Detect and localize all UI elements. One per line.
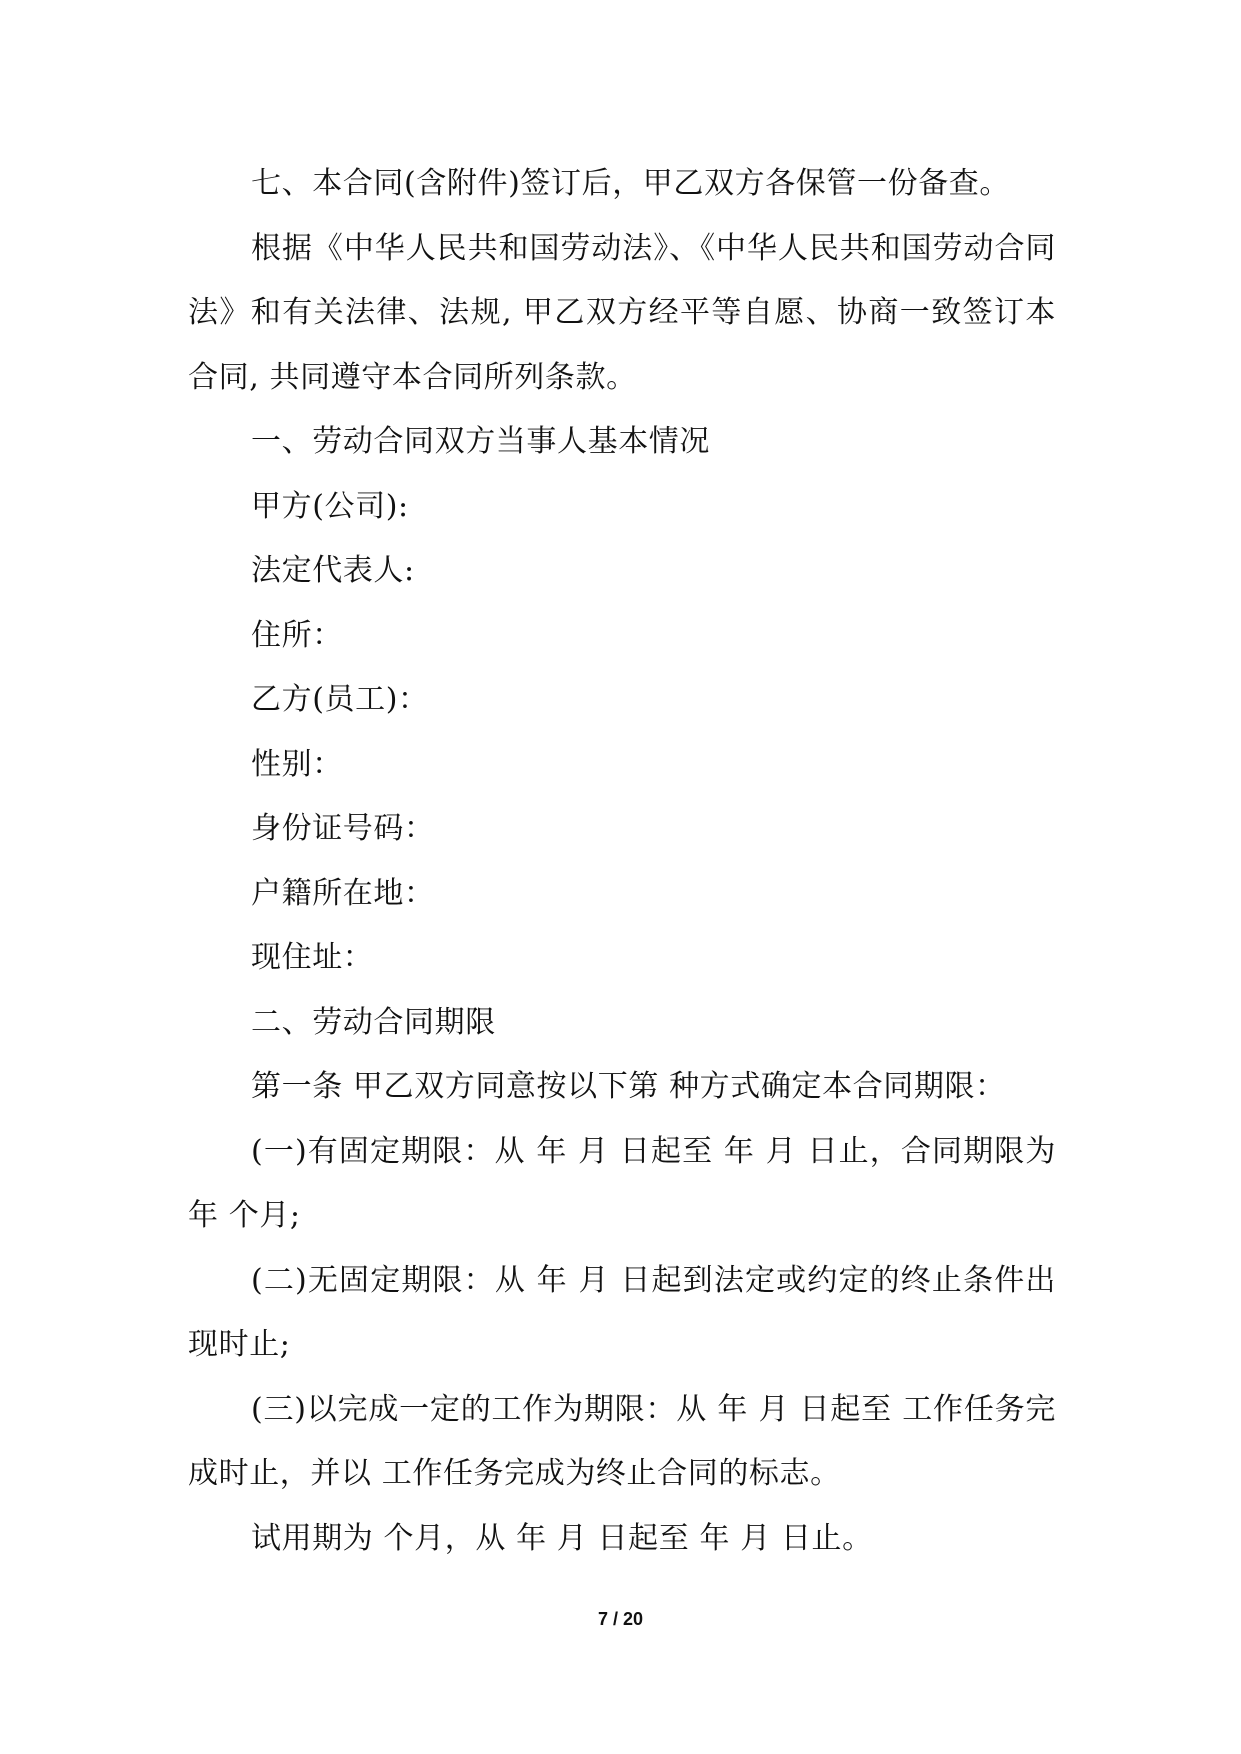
paragraph-clause-7: 七、本合同(含附件)签订后，甲乙双方各保管一份备查。 bbox=[251, 166, 1011, 201]
term-option-fixed: (一)有固定期限：从 年 月 日起至 年 月 日止，合同期限为 年 个月; bbox=[188, 1133, 1056, 1233]
field-gender: 性别： bbox=[251, 746, 343, 782]
paragraph-preamble: 根据《中华人民共和国劳动法》、《中华人民共和国劳动合同法》和有关法律、法规, 甲乙双方经平等自愿、协商一致签订本合同, 共同遵守本合同所列条款。 bbox=[188, 230, 1056, 395]
term-option-task-based: (三)以完成一定的工作为期限：从 年 月 日起至 工作任务完成时止，并以 工作任务完成为终止合同的标志。 bbox=[188, 1391, 1056, 1491]
field-residence: 住所： bbox=[251, 617, 343, 653]
field-current-address: 现住址： bbox=[251, 940, 374, 975]
field-id-number: 身份证号码： bbox=[251, 811, 435, 846]
probation-period: 试用期为 个月，从 年 月 日起至 年 月 日止。 bbox=[251, 1520, 873, 1556]
page-number: 7 / 20 bbox=[597, 1609, 644, 1629]
term-option-open-ended: (二)无固定期限：从 年 月 日起到法定或约定的终止条件出现时止; bbox=[188, 1262, 1056, 1362]
field-party-a-company: 甲方(公司): bbox=[251, 488, 409, 524]
section-heading-parties: 一、劳动合同双方当事人基本情况 bbox=[251, 424, 710, 459]
section-heading-contract-term: 二、劳动合同期限 bbox=[251, 1004, 496, 1040]
field-party-b-employee: 乙方(员工)： bbox=[251, 682, 429, 717]
field-household-registration: 户籍所在地： bbox=[251, 875, 435, 911]
document-body bbox=[188, 152, 1056, 1571]
field-legal-representative: 法定代表人: bbox=[251, 553, 415, 588]
article-1: 第一条 甲乙双方同意按以下第 种方式确定本合同期限： bbox=[251, 1069, 1006, 1104]
